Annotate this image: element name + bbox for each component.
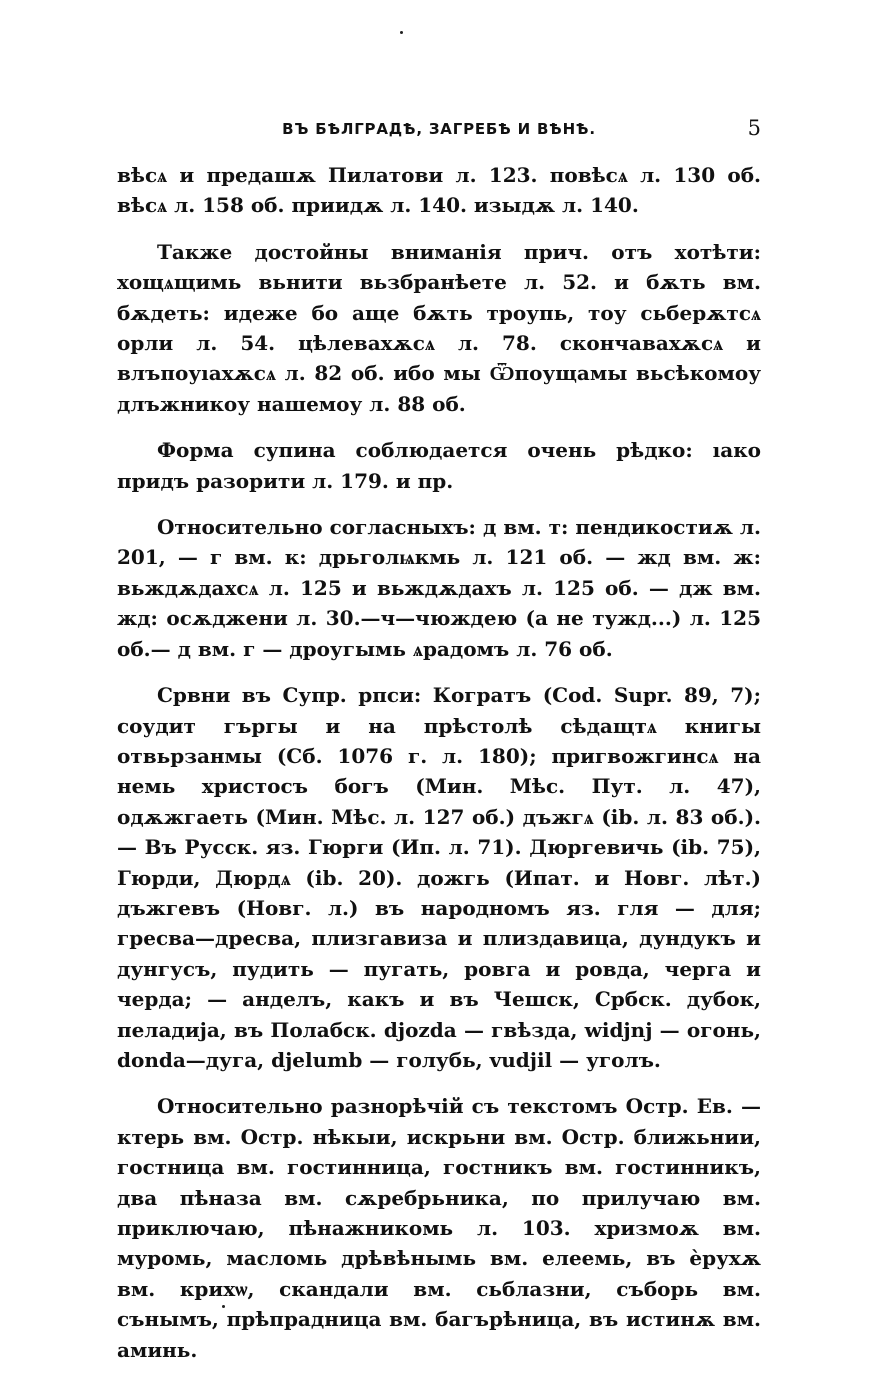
paragraph: Срвни въ Супр. рпси: Когратъ (Cod. Supr. 89, 7); соудит гъргы и на прѣстолѣ сѣдащтѧ книгы отвьрзанмы (Сб. 1076 г. л. 180); пригвожгинсѧ на немь христосъ богъ (Мин. Мѣс. Пут. л. 47), одѫжгаеть (Мин. Мѣс. л. 127 об.) дъжгѧ (ib. л. 83 об.). — Въ Русск. яз. Гюрги (Ип. л. 71). Дюргевичь (ib. 75), Гюрди, Дюрдѧ (ib. 20). дожгь (Ипат. и Новг. лѣт.) дъжгевъ (Новг. л.) въ народномъ яз. гля — для; гресва—дресва, плизгавиза и плиздавица, дундукъ и дунгусъ, пудить — пугать, ровга и ровда, черга и черда; — анделъ, какъ и въ Чешск, Србск. дубок, пеладија, въ Полабск. djozda — гвѣзда, widjnj — огонь, donda—дуга, djelumb — голубь, vudjil — уголъ.	[117, 683, 761, 1072]
paragraph: Относительно согласныхъ: д вм. т: пендикостиѫ л. 201, — г вм. к: дрьголѩкмь л. 121 об. — жд вм. ж: вьждѫдахсѧ л. 125 и вьждѫдахъ л. 125 об. — дж вм. жд: осѫджени л. 30.—ч—чюждею (а не тужд...) л. 125 об.— д вм. г — дроугымь ѧрадомъ л. 76 об.	[117, 515, 761, 661]
paragraph: Форма супина соблюдается очень рѣдко: ıако придъ разорити л. 179. и пр.	[117, 438, 761, 493]
paragraph: Также достойны вниманія прич. отъ хотѣти: хощѧщимь вьнити вьзбранѣете л. 52. и бѫть вм. бѫдеть: идеже бо аще бѫть троупь, тоу сьберѫтсѧ орли л. 54. цѣлевахѫсѧ л. 78. скончавахѫсѧ и влъпоуıахѫсѧ л. 82 об. ибо мы Ѿпоущамы вьсѣкомоу длъжникоу нашемоу л. 88 об.	[117, 239, 761, 416]
page-header	[117, 116, 761, 146]
running-head: ВЪ БѢЛГРАДѢ, ЗАГРЕБѢ И ВѢНѢ.	[282, 120, 596, 138]
print-speck	[400, 31, 403, 34]
page-number: 5	[747, 116, 761, 140]
paragraph: Относительно разнорѣчій съ текстомъ Остр. Ев. — ктерь вм. Остр. нѣкыи, искрьни вм. Остр. ближьнии, гостница вм. гостинница, гостникъ вм. гостинникъ, два пѣназа вм. сѫребрьника, по прилучаю вм. приключаю, пѣнажникомь л. 103. хризмоѫ вм. муромь, масломь дрѣвѣнымь вм. елеемь, въ ѐрухѫ вм. крихѡ, скандали вм. сьблазни, съборь вм. сънымъ, прѣпрадница вм. багърѣница, въ истинѫ вм. аминь.	[117, 1094, 761, 1362]
body-text	[117, 160, 761, 1381]
paragraph: вѣсѧ и предашѫ Пилатови л. 123. повѣсѧ л. 130 об. вѣсѧ л. 158 об. приидѫ л. 140. изыдѫ л. 140.	[117, 163, 761, 218]
